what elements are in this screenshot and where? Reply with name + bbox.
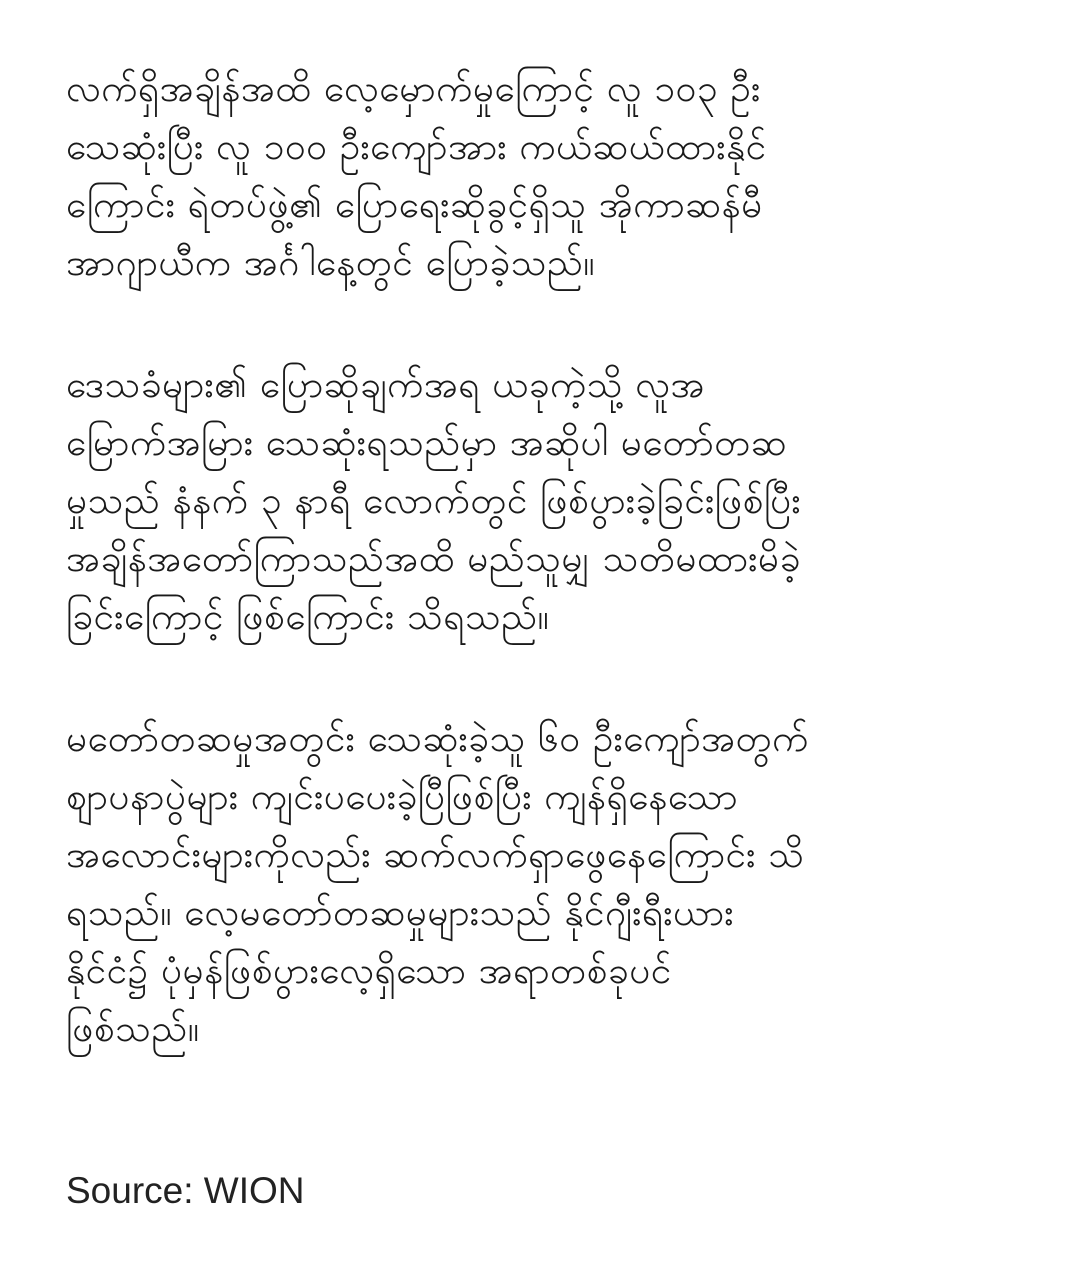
text-line: သေဆုံးပြီး လူ ၁၀၀ ဦးကျော်အား ကယ်ဆယ်ထားနိုင် <box>66 125 767 168</box>
article-body <box>66 60 1046 1122</box>
text-line: အလောင်းများကိုလည်း ဆက်လက်ရှာဖွေနေကြောင်း သိ <box>66 833 805 876</box>
text-line: ခြင်းကြောင့် ဖြစ်ကြောင်း သိရသည်။ <box>66 595 550 638</box>
text-line: လက်ရှိအချိန်အထိ လေ့မှောက်မှုကြောင့် လူ ၁၀၃ ဦး <box>66 67 761 110</box>
text-line: အာဂျာယီက အင်္ဂါနေ့တွင် ပြောခဲ့သည်။ <box>66 241 595 284</box>
source-credit: Source: WION <box>66 1170 305 1211</box>
text-line: ဖြစ်သည်။ <box>66 1007 200 1050</box>
text-line: နိုင်ငံ၌ ပုံမှန်ဖြစ်ပွားလေ့ရှိသော အရာတစ်ခုပင် <box>66 949 672 992</box>
text-line: အချိန်အတော်ကြာသည်အထိ မည်သူမျှ သတိမထားမိခဲ့ <box>66 537 801 580</box>
text-line: ကြောင်း ရဲတပ်ဖွဲ့၏ ပြောရေးဆိုခွင့်ရှိသူ အိုကာဆန်မီ <box>66 183 763 226</box>
paragraph-3 <box>66 710 1046 1058</box>
text-line: မှုသည် နံနက် ၃ နာရီ လောက်တွင် ဖြစ်ပွားခဲ့ခြင်းဖြစ်ပြီး <box>66 479 802 522</box>
text-line: မြောက်အမြား သေဆုံးရသည်မှာ အဆိုပါ မတော်တဆ <box>66 421 788 464</box>
paragraph-2 <box>66 356 1046 646</box>
text-line: စျာပနာပွဲများ ကျင်းပပေးခဲ့ပြီဖြစ်ပြီး ကျန်ရှိနေသော <box>66 775 739 818</box>
text-line: ဒေသခံများ၏ ပြောဆိုချက်အရ ယခုကဲ့သို့ လူအ <box>66 363 705 406</box>
text-line: မတော်တဆမှုအတွင်း သေဆုံးခဲ့သူ ၆၀ ဦးကျော်အတွက် <box>66 717 809 760</box>
text-line: ရသည်။ လေ့မတော်တဆမှုများသည် နိုင်ဂျီးရီးယား <box>66 891 735 934</box>
paragraph-1 <box>66 60 1046 292</box>
